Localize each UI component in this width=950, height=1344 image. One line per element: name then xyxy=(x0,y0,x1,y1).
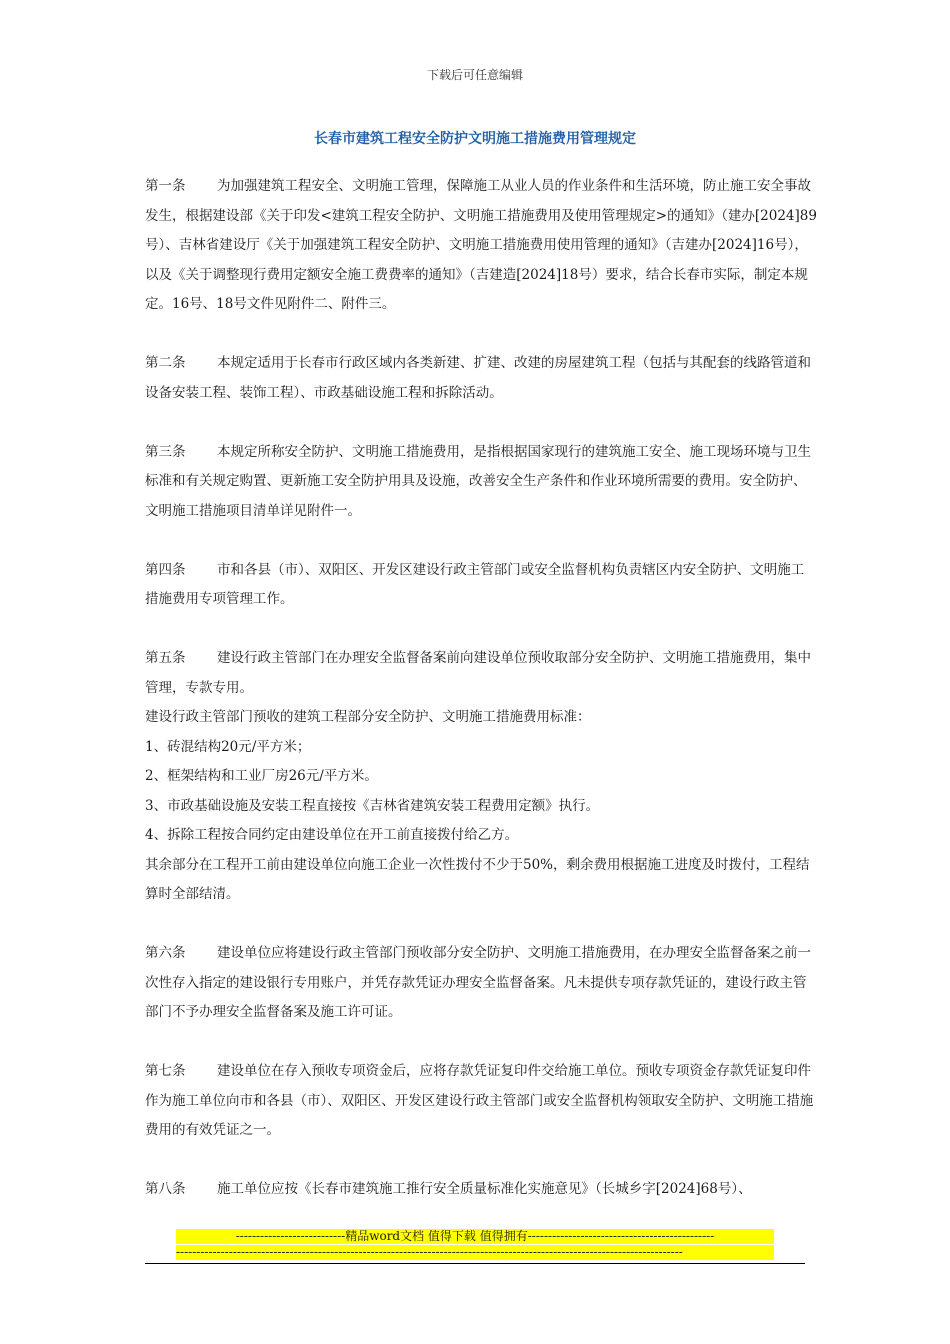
article-text: 建设单位应将建设行政主管部门预收部分安全防护、文明施工措施费用，在办理安全监督备案之前一次性存入指定的建设银行专用账户，并凭存款凭证办理安全监督备案。凡未提供专项存款凭证的，建设行政主管部门不予办理安全监督备案及施工许可证。 xyxy=(145,945,811,1020)
footer-divider xyxy=(145,1263,805,1264)
article-paragraph xyxy=(145,349,817,408)
article-label: 第一条 xyxy=(145,178,186,194)
article-paragraph xyxy=(145,556,817,615)
article-text: 本规定适用于长春市行政区域内各类新建、扩建、改建的房屋建筑工程（包括与其配套的线路管道和设备安装工程、装饰工程）、市政基础设施工程和拆除活动。 xyxy=(145,355,811,401)
article-text: 建设单位在存入预收专项资金后，应将存款凭证复印件交给施工单位。预收专项资金存款凭证复印件作为施工单位向市和各县（市）、双阳区、开发区建设行政主管部门或安全监督机构领取安全防护、文明施工措施费用的有效凭证之一。 xyxy=(145,1063,814,1138)
document-body xyxy=(145,172,817,1234)
article-paragraph xyxy=(145,1175,817,1205)
article-text: 施工单位应按《长春市建筑施工推行安全质量标准化实施意见》（长城乡字[2024]68号）、 xyxy=(217,1181,752,1197)
footer-banner-line-1: ---------------------------精品word文档 值得下载 值得拥有---------------------------------------------- xyxy=(176,1229,774,1244)
article-text: 建设行政主管部门在办理安全监督备案前向建设单位预收取部分安全防护、文明施工措施费用，集中管理，专款专用。 xyxy=(145,650,811,696)
article-text: 为加强建筑工程安全、文明施工管理，保障施工从业人员的作业条件和生活环境，防止施工安全事故发生，根据建设部《关于印发<建筑工程安全防护、文明施工措施费用及使用管理规定>的通知》（建办[2024]89号）、吉林省建设厅《关于加强建筑工程安全防护、文明施工措施费用使用管理的通知》（吉建办[2024]16号），以及《关于调整现行费用定额安全施工费费率的通知》（吉建造[2024]18号）要求，结合长春市实际，制定本规定。16号、18号文件见附件二、附件三。 xyxy=(145,178,817,312)
article-label: 第八条 xyxy=(145,1181,186,1197)
article-8 xyxy=(145,1175,817,1205)
article-paragraph: 其余部分在工程开工前由建设单位向施工企业一次性拨付不少于50%，剩余费用根据施工进度及时拨付，工程结算时全部结清。 xyxy=(145,856,810,902)
article-6 xyxy=(145,939,817,1028)
list-item: 3、市政基础设施及安装工程直接按《吉林省建筑安装工程费用定额》执行。 xyxy=(145,797,600,814)
article-paragraph xyxy=(145,172,817,320)
article-5 xyxy=(145,644,817,910)
list-item: 4、拆除工程按合同约定由建设单位在开工前直接拨付给乙方。 xyxy=(145,827,519,843)
list-item: 1、砖混结构20元/平方米； xyxy=(145,738,311,755)
article-3 xyxy=(145,438,817,527)
article-paragraph: 建设行政主管部门预收的建筑工程部分安全防护、文明施工措施费用标准： xyxy=(145,709,591,725)
article-label: 第四条 xyxy=(145,561,186,578)
article-label: 第五条 xyxy=(145,650,186,666)
article-paragraph xyxy=(145,644,817,703)
article-label: 第七条 xyxy=(145,1063,186,1079)
article-4 xyxy=(145,556,817,615)
article-text: 本规定所称安全防护、文明施工措施费用，是指根据国家现行的建筑施工安全、施工现场环境与卫生标准和有关规定购置、更新施工安全防护用具及设施，改善安全生产条件和作业环境所需要的费用。安全防护、文明施工措施项目清单详见附件一。 xyxy=(145,443,811,519)
document-title: 长春市建筑工程安全防护文明施工措施费用管理规定 xyxy=(314,131,636,147)
footer-banner-line-2: ----------------------------------------------------------------------------------------------------------------------------- xyxy=(176,1245,774,1260)
article-7 xyxy=(145,1057,817,1146)
list-item: 2、框架结构和工业厂房26元/平方米。 xyxy=(145,768,378,784)
article-label: 第三条 xyxy=(145,443,186,460)
article-paragraph xyxy=(145,939,817,1028)
article-label: 第六条 xyxy=(145,945,186,961)
article-paragraph xyxy=(145,438,817,527)
article-2 xyxy=(145,349,817,408)
article-paragraph xyxy=(145,1057,817,1146)
article-label: 第二条 xyxy=(145,355,186,371)
header-note: 下载后可任意编辑 xyxy=(426,68,523,82)
article-text: 市和各县（市）、双阳区、开发区建设行政主管部门或安全监督机构负责辖区内安全防护、文明施工措施费用专项管理工作。 xyxy=(145,561,805,607)
article-1 xyxy=(145,172,817,320)
